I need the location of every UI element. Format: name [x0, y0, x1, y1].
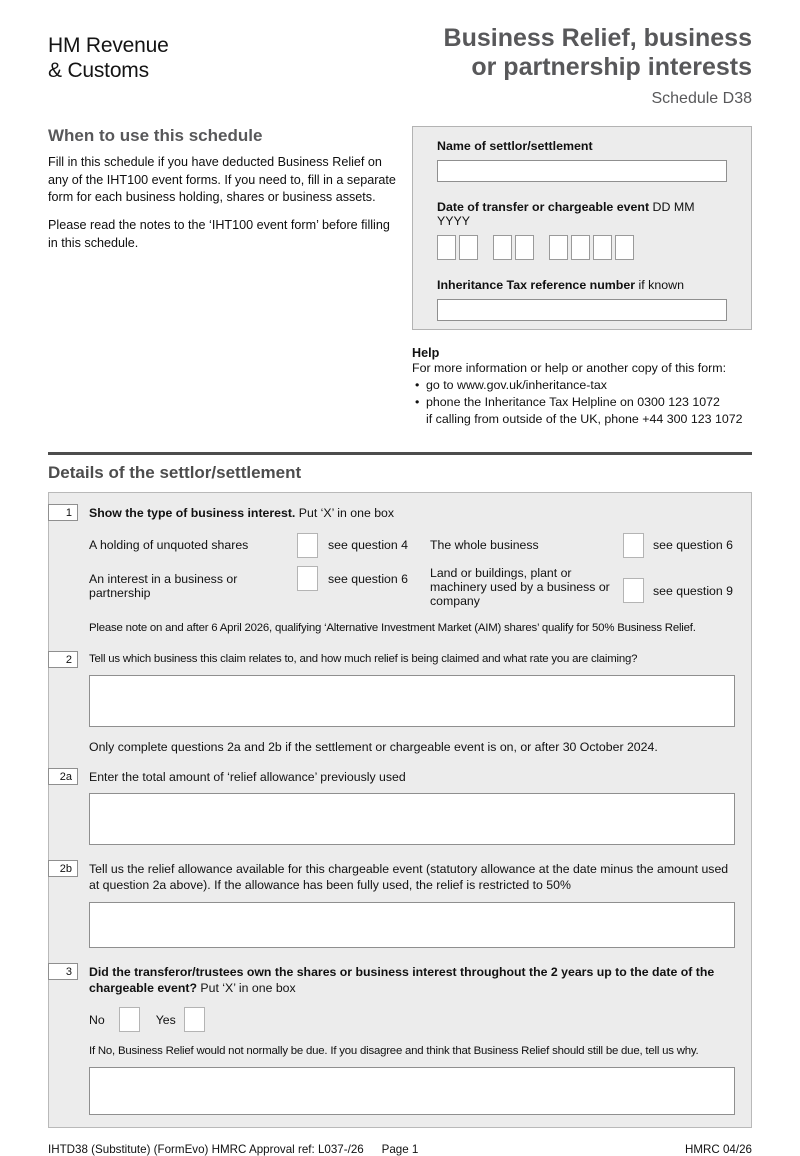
question-2b-number: 2b [48, 860, 78, 877]
settlor-name-label: Name of settlor/settlement [437, 139, 593, 153]
question-2b [59, 861, 735, 947]
question-1 [65, 505, 735, 635]
settlor-details-column [412, 126, 752, 330]
q3-no-label: No [89, 1012, 105, 1027]
help-heading: Help [412, 346, 440, 360]
help-bullet-1 [412, 377, 760, 394]
iht-reference-label: Inheritance Tax reference number if known [437, 278, 685, 292]
help-bullet-2-continuation: if calling from outside of the UK, phone +44 300 123 1072 [426, 412, 743, 427]
footer-form-reference: IHTD38 (Substitute) (FormEvo) HMRC Approval ref: L037-/26 [48, 1143, 364, 1156]
q3-answer-textarea[interactable] [89, 1067, 735, 1115]
q1-option-3-checkbox[interactable] [297, 566, 318, 591]
hmrc-logo [48, 24, 169, 83]
date-mm-box-2[interactable] [515, 235, 534, 260]
q3-no-checkbox[interactable] [119, 1007, 140, 1032]
question-2-number: 2 [48, 651, 78, 668]
question-3-number: 3 [48, 963, 78, 980]
date-yyyy-box-1[interactable] [549, 235, 568, 260]
q3-yes-label: Yes [155, 1012, 176, 1027]
question-3 [65, 964, 735, 1115]
help-bullet-2-text: phone the Inheritance Tax Helpline on 0300 123 1072 [426, 395, 720, 410]
date-format-hint: DD MM YYYY [437, 200, 695, 228]
footer [48, 1143, 752, 1156]
q1-option-4-checkbox[interactable] [623, 578, 644, 603]
details-section-heading: Details of the settlor/settlement [48, 463, 302, 483]
q1-option-2-hint: see question 6 [653, 538, 733, 553]
q2a-answer-textarea[interactable] [89, 793, 735, 845]
iht-reference-suffix: if known [638, 278, 685, 292]
page-title: Business Relief, business or partnership interests [443, 24, 752, 81]
question-2a [59, 769, 735, 845]
question-2a-label: Enter the total amount of ‘relief allowance’ previously used [89, 769, 406, 784]
title-block [444, 24, 752, 108]
q1-aim-note: Please note on and after 6 April 2026, qualifying ‘Alternative Investment Market (AIM) shares’ qualify for 50% Business Relief. [89, 621, 696, 634]
q1-option-2-label: The whole business [430, 538, 539, 553]
when-to-use-para-1: Fill in this schedule if you have deducted Business Relief on any of the IHT100 event forms. If you need to, fill in a separate form for each business holding, shares or business assets. [48, 155, 396, 205]
date-yyyy-box-2[interactable] [571, 235, 590, 260]
date-mm-box-1[interactable] [493, 235, 512, 260]
details-panel [48, 492, 752, 1128]
transfer-date-label: Date of transfer or chargeable event DD MM YYYY [437, 200, 695, 228]
logo-line-1: HM Revenue [48, 34, 169, 57]
when-to-use-heading: When to use this schedule [48, 126, 263, 145]
q1-option-1-hint: see question 4 [328, 538, 408, 553]
q2-note: Only complete questions 2a and 2b if the settlement or chargeable event is on, or after 30 October 2024. [89, 739, 658, 754]
question-2b-label: Tell us the relief allowance available for this chargeable event (statutory allowance at the date minus the amount used at question 2a above). If the allowance has been fully used, the relief is restricted to 50% [89, 862, 729, 893]
q2-answer-textarea[interactable] [89, 675, 735, 727]
settlor-details-box [412, 126, 752, 330]
question-2-label: Tell us which business this claim relates to, and how much relief is being claimed and what rate you are claiming? [89, 652, 638, 665]
q2b-answer-textarea[interactable] [89, 902, 735, 948]
help-intro: For more information or help or another copy of this form: [412, 361, 727, 375]
footer-version: HMRC 04/26 [684, 1143, 752, 1156]
settlor-name-input[interactable] [437, 160, 727, 182]
help-section [412, 346, 760, 428]
date-yyyy-box-4[interactable] [615, 235, 634, 260]
when-to-use-section [48, 126, 398, 330]
date-dd-box-2[interactable] [459, 235, 478, 260]
question-1-label: Show the type of business interest. Put ‘X’ in one box [89, 506, 395, 521]
iht-reference-input[interactable] [437, 299, 727, 321]
question-3-label: Did the transferor/trustees own the shares or business interest throughout the 2 years up to the date of the chargeable event? Put ‘X’ in one box [89, 964, 715, 995]
q3-no-yes-row [89, 1007, 735, 1032]
q1-option-3-hint: see question 6 [328, 571, 408, 586]
q3-note: If No, Business Relief would not normally be due. If you disagree and think that Business Relief should still be due, tell us why. [89, 1045, 699, 1058]
footer-page-number: Page 1 [381, 1143, 419, 1156]
when-to-use-para-2: Please read the notes to the ‘IHT100 event form’ before filling in this schedule. [48, 217, 390, 250]
q1-options-row-1 [89, 531, 735, 560]
bullet-icon: • [415, 378, 420, 393]
logo-line-2: & Customs [48, 58, 149, 82]
q1-option-2-checkbox[interactable] [623, 533, 644, 558]
schedule-number: Schedule D38 [651, 90, 752, 107]
date-dd-box-1[interactable] [437, 235, 456, 260]
q1-option-4-hint: see question 9 [653, 583, 733, 598]
question-1-number: 1 [48, 504, 78, 521]
date-yyyy-box-3[interactable] [593, 235, 612, 260]
q1-options-row-2 [89, 566, 735, 608]
q1-option-3-label: An interest in a business or partnership [89, 571, 238, 600]
help-bullet-1-text: go to www.gov.uk/inheritance-tax [426, 378, 607, 393]
help-bullet-2 [412, 394, 760, 411]
intro-section [48, 126, 752, 330]
q1-option-1-label: A holding of unquoted shares [89, 538, 249, 553]
transfer-date-inputs [437, 235, 727, 260]
bullet-icon: • [415, 395, 420, 410]
header [48, 24, 752, 108]
question-2a-number: 2a [48, 768, 78, 785]
q1-option-1-checkbox[interactable] [297, 533, 318, 558]
q1-option-4-label: Land or buildings, plant or machinery used by a business or company [430, 565, 610, 608]
question-2 [65, 652, 735, 755]
section-divider-rule [48, 452, 752, 455]
q3-yes-checkbox[interactable] [184, 1007, 205, 1032]
